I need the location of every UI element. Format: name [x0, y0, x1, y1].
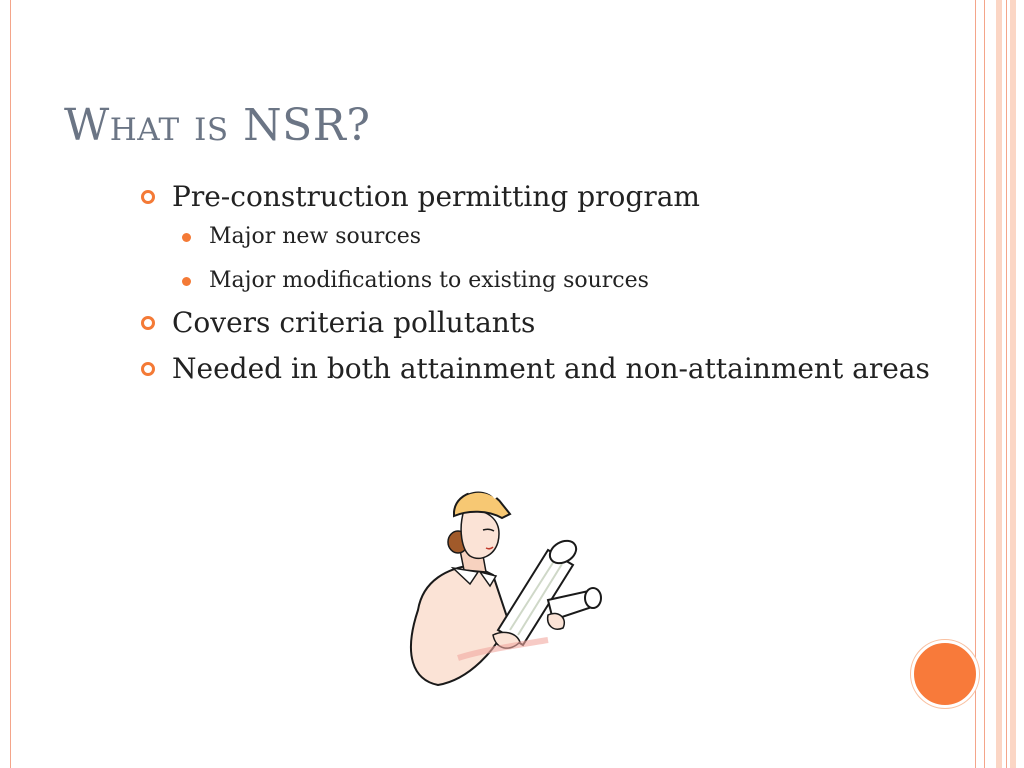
- sub-bullet-item: [172, 266, 937, 296]
- bullet-item: [137, 178, 937, 296]
- sub-bullet-list: [172, 222, 937, 296]
- right-band: [996, 0, 1002, 768]
- slide-title: What is NSR?: [64, 100, 371, 151]
- bullet-dot-icon: [182, 277, 191, 286]
- sub-bullet-item: [172, 222, 937, 252]
- bullet-ring-icon: [141, 316, 155, 330]
- bullet-text: Pre-construction permitting program: [172, 180, 700, 213]
- right-frame-line-1: [975, 0, 976, 768]
- construction-worker-reading-blueprints-icon: [398, 480, 608, 690]
- sub-bullet-text: Major modifications to existing sources: [209, 268, 649, 293]
- right-frame-line-2: [984, 0, 985, 768]
- bullet-item: [137, 350, 937, 388]
- bullet-item: [137, 304, 937, 342]
- orange-circle-decoration: [911, 640, 979, 708]
- bullet-dot-icon: [182, 233, 191, 242]
- right-band-2: [1010, 0, 1016, 768]
- sub-bullet-text: Major new sources: [209, 224, 422, 249]
- right-frame-line-3: [1006, 0, 1007, 768]
- bullet-ring-icon: [141, 190, 155, 204]
- bullet-list: [137, 178, 937, 396]
- left-frame-line: [10, 0, 11, 768]
- bullet-text: Needed in both attainment and non-attainment areas: [172, 352, 930, 385]
- bullet-ring-icon: [141, 362, 155, 376]
- bullet-text: Covers criteria pollutants: [172, 306, 536, 339]
